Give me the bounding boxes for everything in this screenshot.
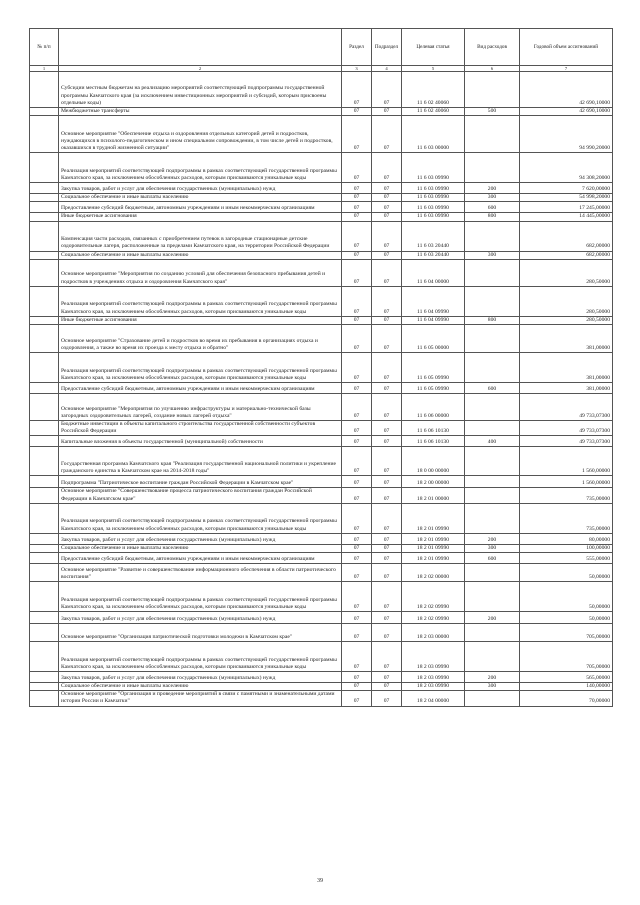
row-num-cell <box>30 691 59 706</box>
row-name-cell: Межбюджетные трансферты <box>59 108 342 116</box>
table-row <box>30 183 613 194</box>
row-name-cell: Закупка товаров, работ и услуг для обеспечения государственных (муниципальных) нужд <box>59 672 342 683</box>
row-num-cell <box>30 624 59 642</box>
row-podrazdel-cell: 07 <box>372 624 402 642</box>
table-row <box>30 533 613 544</box>
row-expense-type-cell: 400 <box>465 436 520 447</box>
row-target-article-cell: 18 2 00 00000 <box>402 476 465 488</box>
row-podrazdel-cell: 07 <box>372 421 402 436</box>
row-expense-type-cell: 200 <box>465 672 520 683</box>
row-podrazdel-cell: 07 <box>372 221 402 251</box>
row-name-cell: Предоставление субсидий бюджетным, автономным учреждениям и иным некоммерческим организациям <box>59 553 342 564</box>
row-podrazdel-cell: 07 <box>372 582 402 612</box>
table-row <box>30 691 613 706</box>
row-target-article-cell: 11 6 03 09990 <box>402 202 465 213</box>
table-row <box>30 202 613 213</box>
row-razdel-cell: 07 <box>342 503 372 533</box>
row-razdel-cell: 07 <box>342 691 372 706</box>
colnum-5: 5 <box>402 66 465 72</box>
table-row <box>30 421 613 436</box>
table-row <box>30 194 613 202</box>
row-podrazdel-cell: 07 <box>372 436 402 447</box>
table-row <box>30 286 613 316</box>
row-podrazdel-cell: 07 <box>372 116 402 153</box>
row-amount-cell: 50,00000 <box>520 612 613 624</box>
row-name-cell: Предоставление субсидий бюджетным, автономным учреждениям и иным некоммерческим организациям <box>59 202 342 213</box>
table-row <box>30 259 613 286</box>
row-name-cell: Бюджетные инвестиции в объекты капитального строительства государственной собственности субъектов Российской Федерации <box>59 421 342 436</box>
row-razdel-cell: 07 <box>342 383 372 394</box>
table-row <box>30 213 613 221</box>
row-razdel-cell: 07 <box>342 582 372 612</box>
table-row <box>30 153 613 183</box>
row-name-cell: Капитальные вложения в объекты государственной (муниципальной) собственности <box>59 436 342 447</box>
row-target-article-cell: 18 2 01 09990 <box>402 544 465 552</box>
row-expense-type-cell: 300 <box>465 544 520 552</box>
row-target-article-cell: 11 6 05 09990 <box>402 383 465 394</box>
row-amount-cell: 381,00000 <box>520 353 613 383</box>
row-name-cell: Основное мероприятие "Развитие и совершенствование информационного обеспечения в области патриотического воспитания" <box>59 564 342 582</box>
row-name-cell: Государственная программа Камчатского края "Реализация государственной национальной политики и укрепление гражданского единства в Камчатском крае на 2014-2018 годы" <box>59 447 342 476</box>
row-num-cell <box>30 642 59 672</box>
row-name-cell: Иные бюджетные ассигнования <box>59 316 342 324</box>
row-podrazdel-cell: 07 <box>372 476 402 488</box>
row-target-article-cell: 11 6 03 20440 <box>402 221 465 251</box>
row-name-cell: Реализация мероприятий соответствующей подпрограммы в рамках соответствующей государственной программы Камчатского края, за исключением обособленных расходов, которым присваиваются уникальные коды <box>59 353 342 383</box>
row-razdel-cell: 07 <box>342 447 372 476</box>
row-expense-type-cell <box>465 564 520 582</box>
row-expense-type-cell <box>465 642 520 672</box>
row-amount-cell: 49 733,07300 <box>520 394 613 421</box>
row-name-cell: Социальное обеспечение и иные выплаты населению <box>59 544 342 552</box>
row-expense-type-cell: 800 <box>465 213 520 221</box>
row-razdel-cell: 07 <box>342 183 372 194</box>
row-name-cell: Основное мероприятие "Страхование детей и подростков во время их пребывания в организациях отдыха и оздоровления, а также во время их проезда к месту отдыха и обратно" <box>59 325 342 353</box>
row-expense-type-cell <box>465 624 520 642</box>
row-expense-type-cell <box>465 488 520 503</box>
row-name-cell: Иные бюджетные ассигнования <box>59 213 342 221</box>
row-podrazdel-cell: 07 <box>372 553 402 564</box>
header-expense-type: Вид расходов <box>465 29 520 66</box>
row-num-cell <box>30 213 59 221</box>
table-row <box>30 553 613 564</box>
row-target-article-cell: 11 6 05 00000 <box>402 325 465 353</box>
row-amount-cell: 280,50000 <box>520 259 613 286</box>
row-expense-type-cell <box>465 582 520 612</box>
row-razdel-cell: 07 <box>342 533 372 544</box>
row-target-article-cell: 11 6 04 09990 <box>402 316 465 324</box>
table-row <box>30 582 613 612</box>
row-expense-type-cell: 200 <box>465 533 520 544</box>
row-razdel-cell: 07 <box>342 683 372 691</box>
row-podrazdel-cell: 07 <box>372 394 402 421</box>
row-name-cell: Предоставление субсидий бюджетным, автономным учреждениям и иным некоммерческим организациям <box>59 383 342 394</box>
row-amount-cell: 705,00000 <box>520 624 613 642</box>
row-podrazdel-cell: 07 <box>372 202 402 213</box>
row-amount-cell: 1 560,00000 <box>520 447 613 476</box>
row-amount-cell: 280,50000 <box>520 286 613 316</box>
row-podrazdel-cell: 07 <box>372 153 402 183</box>
row-podrazdel-cell: 07 <box>372 286 402 316</box>
table-row <box>30 612 613 624</box>
row-amount-cell: 735,00000 <box>520 503 613 533</box>
row-target-article-cell: 11 6 03 20440 <box>402 251 465 259</box>
table-row <box>30 116 613 153</box>
table-row <box>30 672 613 683</box>
row-expense-type-cell <box>465 221 520 251</box>
row-razdel-cell: 07 <box>342 353 372 383</box>
row-expense-type-cell <box>465 353 520 383</box>
row-amount-cell: 94 308,20000 <box>520 153 613 183</box>
row-amount-cell: 94 990,20000 <box>520 116 613 153</box>
row-expense-type-cell <box>465 259 520 286</box>
row-target-article-cell: 11 6 03 09990 <box>402 153 465 183</box>
row-num-cell <box>30 447 59 476</box>
row-target-article-cell: 11 6 03 09990 <box>402 194 465 202</box>
row-num-cell <box>30 544 59 552</box>
row-num-cell <box>30 683 59 691</box>
row-expense-type-cell: 300 <box>465 683 520 691</box>
row-target-article-cell: 18 2 01 09990 <box>402 553 465 564</box>
header-annual-amount: Годовой объем ассигнований <box>520 29 613 66</box>
row-amount-cell: 555,00000 <box>520 553 613 564</box>
row-razdel-cell: 07 <box>342 436 372 447</box>
row-podrazdel-cell: 07 <box>372 213 402 221</box>
row-target-article-cell: 11 6 06 10130 <box>402 436 465 447</box>
row-target-article-cell: 11 6 02 40060 <box>402 108 465 116</box>
row-target-article-cell: 18 2 02 09990 <box>402 582 465 612</box>
row-num-cell <box>30 325 59 353</box>
page-number: 39 <box>317 878 323 884</box>
table-row <box>30 624 613 642</box>
row-amount-cell: 381,00000 <box>520 383 613 394</box>
row-num-cell <box>30 612 59 624</box>
row-target-article-cell: 11 6 03 00000 <box>402 116 465 153</box>
row-num-cell <box>30 436 59 447</box>
row-podrazdel-cell: 07 <box>372 383 402 394</box>
colnum-4: 4 <box>372 66 402 72</box>
row-name-cell: Реализация мероприятий соответствующей подпрограммы в рамках соответствующей государственной программы Камчатского края, за исключением обособленных расходов, которым присваиваются уникальные коды <box>59 642 342 672</box>
row-expense-type-cell: 800 <box>465 316 520 324</box>
row-num-cell <box>30 286 59 316</box>
row-expense-type-cell: 600 <box>465 202 520 213</box>
row-target-article-cell: 18 2 01 09990 <box>402 503 465 533</box>
row-podrazdel-cell: 07 <box>372 251 402 259</box>
row-amount-cell: 381,00000 <box>520 325 613 353</box>
row-expense-type-cell <box>465 153 520 183</box>
row-target-article-cell: 11 6 05 09990 <box>402 353 465 383</box>
row-razdel-cell: 07 <box>342 544 372 552</box>
row-target-article-cell: 18 0 00 00000 <box>402 447 465 476</box>
row-num-cell <box>30 582 59 612</box>
row-amount-cell: 42 690,10000 <box>520 108 613 116</box>
table-row <box>30 544 613 552</box>
table-row <box>30 383 613 394</box>
row-amount-cell: 70,00000 <box>520 691 613 706</box>
row-name-cell: Основное мероприятие "Мероприятия по созданию условий для обеспечения безопасного пребывания детей и подростков в учреждениях отдыха и оздоровления Камчатского края" <box>59 259 342 286</box>
row-num-cell <box>30 353 59 383</box>
row-podrazdel-cell: 07 <box>372 503 402 533</box>
row-target-article-cell: 11 6 04 09990 <box>402 286 465 316</box>
row-podrazdel-cell: 07 <box>372 612 402 624</box>
row-amount-cell: 49 733,07300 <box>520 436 613 447</box>
row-razdel-cell: 07 <box>342 194 372 202</box>
row-razdel-cell: 07 <box>342 612 372 624</box>
header-razdel: Раздел <box>342 29 372 66</box>
row-amount-cell: 1 560,00000 <box>520 476 613 488</box>
row-podrazdel-cell: 07 <box>372 642 402 672</box>
row-target-article-cell: 11 6 03 09990 <box>402 183 465 194</box>
row-amount-cell: 17 245,00000 <box>520 202 613 213</box>
row-podrazdel-cell: 07 <box>372 488 402 503</box>
table-row <box>30 642 613 672</box>
row-target-article-cell: 18 2 02 09990 <box>402 612 465 624</box>
row-target-article-cell: 18 2 04 00000 <box>402 691 465 706</box>
colnum-6: 6 <box>465 66 520 72</box>
row-amount-cell: 682,00000 <box>520 251 613 259</box>
row-expense-type-cell <box>465 286 520 316</box>
row-num-cell <box>30 116 59 153</box>
row-name-cell: Реализация мероприятий соответствующей подпрограммы в рамках соответствующей государственной программы Камчатского края, за исключением обособленных расходов, которым присваиваются уникальные коды <box>59 503 342 533</box>
row-target-article-cell: 18 2 03 09990 <box>402 672 465 683</box>
row-target-article-cell: 11 6 06 00000 <box>402 394 465 421</box>
row-name-cell: Субсидии местным бюджетам на реализацию мероприятий соответствующей подпрограммы государственной программы Камчатского края (за исключением инвестиционных мероприятий и субсидий, которым присвоены отдельные коды) <box>59 72 342 108</box>
row-num-cell <box>30 503 59 533</box>
row-target-article-cell: 18 2 03 09990 <box>402 683 465 691</box>
row-razdel-cell: 07 <box>342 221 372 251</box>
row-razdel-cell: 07 <box>342 116 372 153</box>
row-expense-type-cell: 300 <box>465 194 520 202</box>
row-amount-cell: 7 620,00000 <box>520 183 613 194</box>
row-expense-type-cell: 600 <box>465 383 520 394</box>
row-num-cell <box>30 153 59 183</box>
row-name-cell: Социальное обеспечение и иные выплаты населению <box>59 194 342 202</box>
row-razdel-cell: 07 <box>342 251 372 259</box>
row-num-cell <box>30 108 59 116</box>
row-razdel-cell: 07 <box>342 564 372 582</box>
row-expense-type-cell <box>465 691 520 706</box>
row-expense-type-cell: 200 <box>465 612 520 624</box>
colnum-7: 7 <box>520 66 613 72</box>
row-razdel-cell: 07 <box>342 259 372 286</box>
row-num-cell <box>30 316 59 324</box>
budget-table <box>29 28 613 707</box>
table-row <box>30 72 613 108</box>
row-name-cell: Компенсация части расходов, связанных с приобретением путевок в загородные стационарные детские оздоровительные лагеря, расположенные за пределами Камчатского края, на территории Российской Федерации <box>59 221 342 251</box>
row-name-cell: Закупка товаров, работ и услуг для обеспечения государственных (муниципальных) нужд <box>59 183 342 194</box>
row-name-cell: Подпрограмма "Патриотическое воспитание граждан Российской Федерации в Камчатском крае" <box>59 476 342 488</box>
colnum-1: 1 <box>30 66 59 72</box>
row-razdel-cell: 07 <box>342 476 372 488</box>
row-amount-cell: 140,00000 <box>520 683 613 691</box>
table-row <box>30 503 613 533</box>
row-target-article-cell: 11 6 03 09990 <box>402 213 465 221</box>
table-row <box>30 251 613 259</box>
row-expense-type-cell <box>465 503 520 533</box>
row-amount-cell: 280,50000 <box>520 316 613 324</box>
row-expense-type-cell <box>465 421 520 436</box>
table-row <box>30 683 613 691</box>
row-podrazdel-cell: 07 <box>372 533 402 544</box>
row-amount-cell: 50,00000 <box>520 582 613 612</box>
row-razdel-cell: 07 <box>342 624 372 642</box>
row-num-cell <box>30 488 59 503</box>
row-podrazdel-cell: 07 <box>372 353 402 383</box>
row-num-cell <box>30 259 59 286</box>
row-target-article-cell: 18 2 03 09990 <box>402 642 465 672</box>
row-amount-cell: 14 445,00000 <box>520 213 613 221</box>
row-name-cell: Реализация мероприятий соответствующей подпрограммы в рамках соответствующей государственной программы Камчатского края, за исключением обособленных расходов, которым присваиваются уникальные коды <box>59 286 342 316</box>
row-num-cell <box>30 564 59 582</box>
table-row <box>30 488 613 503</box>
row-target-article-cell: 11 6 02 40060 <box>402 72 465 108</box>
row-podrazdel-cell: 07 <box>372 259 402 286</box>
row-num-cell <box>30 251 59 259</box>
row-razdel-cell: 07 <box>342 108 372 116</box>
row-podrazdel-cell: 07 <box>372 447 402 476</box>
row-amount-cell: 50,00000 <box>520 564 613 582</box>
row-razdel-cell: 07 <box>342 213 372 221</box>
table-row <box>30 394 613 421</box>
row-razdel-cell: 07 <box>342 553 372 564</box>
row-target-article-cell: 18 2 01 09990 <box>402 533 465 544</box>
row-name-cell: Закупка товаров, работ и услуг для обеспечения государственных (муниципальных) нужд <box>59 533 342 544</box>
row-razdel-cell: 07 <box>342 672 372 683</box>
row-name-cell: Основное мероприятие "Организация патриотической подготовки молодежи в Камчатском крае" <box>59 624 342 642</box>
header-num: № п/п <box>30 29 59 66</box>
row-podrazdel-cell: 07 <box>372 194 402 202</box>
row-target-article-cell: 18 2 01 00000 <box>402 488 465 503</box>
row-podrazdel-cell: 07 <box>372 544 402 552</box>
row-name-cell: Реализация мероприятий соответствующей подпрограммы в рамках соответствующей государственной программы Камчатского края, за исключением обособленных расходов, которым присваиваются уникальные коды <box>59 153 342 183</box>
row-podrazdel-cell: 07 <box>372 108 402 116</box>
row-num-cell <box>30 533 59 544</box>
table-row <box>30 476 613 488</box>
colnum-3: 3 <box>342 66 372 72</box>
row-razdel-cell: 07 <box>342 153 372 183</box>
row-razdel-cell: 07 <box>342 642 372 672</box>
table-row <box>30 436 613 447</box>
row-name-cell: Основное мероприятие "Организация и проведение мероприятий в связи с памятными и знаменательными датами истории России и Камчатки" <box>59 691 342 706</box>
row-num-cell <box>30 183 59 194</box>
header-podrazdel: Подраздел <box>372 29 402 66</box>
row-num-cell <box>30 553 59 564</box>
row-podrazdel-cell: 07 <box>372 691 402 706</box>
row-razdel-cell: 07 <box>342 316 372 324</box>
row-razdel-cell: 07 <box>342 286 372 316</box>
row-amount-cell: 42 690,10000 <box>520 72 613 108</box>
table-row <box>30 221 613 251</box>
table-row <box>30 108 613 116</box>
table-header-row <box>30 29 613 66</box>
row-name-cell: Закупка товаров, работ и услуг для обеспечения государственных (муниципальных) нужд <box>59 612 342 624</box>
row-expense-type-cell <box>465 72 520 108</box>
row-target-article-cell: 11 6 04 00000 <box>402 259 465 286</box>
colnum-2: 2 <box>59 66 342 72</box>
row-expense-type-cell: 300 <box>465 251 520 259</box>
row-amount-cell: 705,00000 <box>520 642 613 672</box>
row-expense-type-cell: 600 <box>465 553 520 564</box>
row-name-cell: Основное мероприятие "Мероприятия по улучшению инфраструктуры и материально-технической базы загородных оздоровительных лагерей, создание новых лагерей отдыха" <box>59 394 342 421</box>
row-name-cell: Реализация мероприятий соответствующей подпрограммы в рамках соответствующей государственной программы Камчатского края, за исключением обособленных расходов, которым присваиваются уникальные коды <box>59 582 342 612</box>
row-expense-type-cell <box>465 476 520 488</box>
row-expense-type-cell <box>465 394 520 421</box>
row-podrazdel-cell: 07 <box>372 316 402 324</box>
row-amount-cell: 100,00000 <box>520 544 613 552</box>
row-expense-type-cell <box>465 116 520 153</box>
row-name-cell: Социальное обеспечение и иные выплаты населению <box>59 683 342 691</box>
row-podrazdel-cell: 07 <box>372 683 402 691</box>
row-expense-type-cell <box>465 447 520 476</box>
row-podrazdel-cell: 07 <box>372 325 402 353</box>
row-num-cell <box>30 221 59 251</box>
row-amount-cell: 80,00000 <box>520 533 613 544</box>
row-amount-cell: 682,00000 <box>520 221 613 251</box>
row-target-article-cell: 18 2 02 00000 <box>402 564 465 582</box>
row-amount-cell: 735,00000 <box>520 488 613 503</box>
row-razdel-cell: 07 <box>342 421 372 436</box>
row-name-cell: Основное мероприятие "Обеспечение отдыха и оздоровления отдельных категорий детей и подростков, нуждающихся в психолого-педагогическом и ином специальном сопровождении, в том числе детей и подростков, оказавшихся в трудной жизненной ситуации" <box>59 116 342 153</box>
row-num-cell <box>30 476 59 488</box>
row-razdel-cell: 07 <box>342 202 372 213</box>
row-expense-type-cell <box>465 325 520 353</box>
row-razdel-cell: 07 <box>342 394 372 421</box>
table-row <box>30 353 613 383</box>
row-amount-cell: 49 733,07300 <box>520 421 613 436</box>
row-name-cell: Социальное обеспечение и иные выплаты населению <box>59 251 342 259</box>
header-target-article: Целевая статья <box>402 29 465 66</box>
row-name-cell: Основное мероприятие "Совершенствование процесса патриотического воспитания граждан Российской Федерации в Камчатском крае" <box>59 488 342 503</box>
table-row <box>30 564 613 582</box>
row-podrazdel-cell: 07 <box>372 564 402 582</box>
row-podrazdel-cell: 07 <box>372 183 402 194</box>
row-razdel-cell: 07 <box>342 488 372 503</box>
row-razdel-cell: 07 <box>342 325 372 353</box>
row-num-cell <box>30 72 59 108</box>
row-expense-type-cell: 200 <box>465 183 520 194</box>
row-num-cell <box>30 421 59 436</box>
table-body <box>30 72 613 707</box>
row-num-cell <box>30 672 59 683</box>
row-target-article-cell: 18 2 03 00000 <box>402 624 465 642</box>
table-row <box>30 316 613 324</box>
row-expense-type-cell: 500 <box>465 108 520 116</box>
row-num-cell <box>30 394 59 421</box>
row-num-cell <box>30 194 59 202</box>
row-amount-cell: 54 998,20000 <box>520 194 613 202</box>
row-podrazdel-cell: 07 <box>372 72 402 108</box>
row-target-article-cell: 11 6 06 10130 <box>402 421 465 436</box>
table-row <box>30 447 613 476</box>
row-amount-cell: 565,00000 <box>520 672 613 683</box>
table-row <box>30 325 613 353</box>
row-razdel-cell: 07 <box>342 72 372 108</box>
row-podrazdel-cell: 07 <box>372 672 402 683</box>
header-name <box>59 29 342 66</box>
row-num-cell <box>30 202 59 213</box>
row-num-cell <box>30 383 59 394</box>
